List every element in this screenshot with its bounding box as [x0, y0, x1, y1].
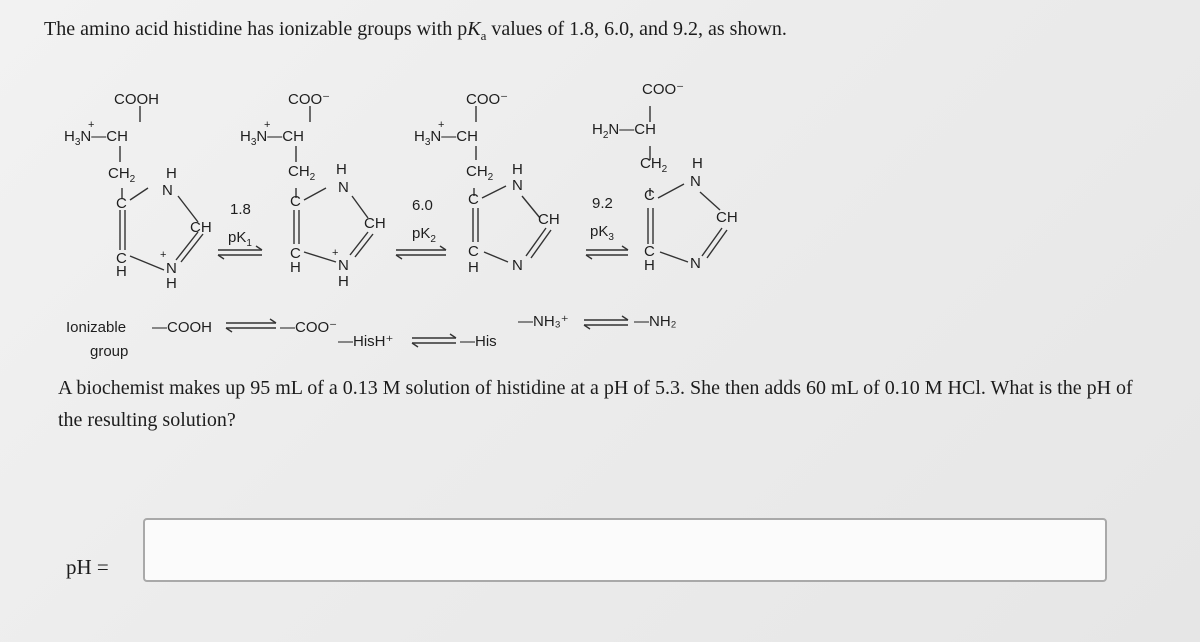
- structure-1-carboxyl: COOH: [114, 91, 159, 108]
- question-body: A biochemist makes up 95 mL of a 0.13 M solution of histidine at a pH of 5.3. She then adds 60 mL of 0.10 M HCl. What is the pH of the resulting solution?: [58, 377, 1133, 431]
- pk3-value: 9.2: [592, 195, 613, 212]
- ionizable-group-label-2: group: [90, 343, 129, 360]
- structure-3-ring-n-bottom: N: [512, 257, 523, 274]
- equilibrium-arrow-2: [396, 246, 446, 259]
- intro-a-subscript: a: [480, 28, 487, 43]
- structure-1-ring-ch: CH: [190, 219, 212, 236]
- structure-2-ring-n-top: N: [338, 179, 349, 196]
- intro-prefix: The amino acid histidine has ionizable groups with p: [44, 18, 468, 40]
- structure-3-ring-c2: C: [468, 243, 479, 260]
- structure-3-ring-c1: C: [468, 191, 479, 208]
- structure-2-ring-ch: CH: [364, 215, 386, 232]
- structure-1-ring-plus: +: [160, 249, 167, 261]
- structure-1-ring-c2: C: [116, 250, 127, 267]
- group-change-1-from: —COOH: [152, 319, 212, 336]
- structure-4-ring-h-top: H: [692, 155, 703, 172]
- structure-4-carboxyl: COO⁻: [642, 81, 685, 98]
- structure-4-ring-c1: C: [644, 187, 655, 204]
- pk1-value: 1.8: [230, 201, 251, 218]
- structure-2-carboxyl: COO⁻: [288, 91, 331, 108]
- answer-label: pH =: [66, 555, 109, 579]
- structure-4-ring-c2: C: [644, 243, 655, 260]
- structure-2-ring-c1: C: [290, 193, 301, 210]
- equilibrium-arrow-3: [586, 246, 628, 259]
- group-arrow-1: [226, 319, 276, 332]
- structure-1-ring-n-top: N: [162, 182, 173, 199]
- structure-4-ring-n-bottom: N: [690, 255, 701, 272]
- structure-4-bonds: [648, 106, 727, 262]
- structure-2-nplus: +: [264, 119, 271, 131]
- pk2-label: $pK_2$: [412, 225, 436, 245]
- structure-3-ring-h-top: H: [512, 161, 523, 178]
- structure-3-ring-h2: H: [468, 259, 479, 276]
- equilibrium-arrow-1: [218, 246, 262, 259]
- structure-2-ring-n-bottom: N: [338, 257, 349, 274]
- structure-4-ring-n-top: N: [690, 173, 701, 190]
- structure-1-ring-c1: C: [116, 195, 127, 212]
- structure-2-bonds: [294, 106, 373, 262]
- structure-1-nplus: +: [88, 119, 95, 131]
- structure-4-ring-ch: CH: [716, 209, 738, 226]
- structure-2-ring-h-bottom: H: [338, 273, 349, 290]
- group-change-3-to: —NH₂: [634, 313, 677, 330]
- group-change-3-from: —NH₃⁺: [518, 313, 569, 330]
- structure-1-amine: $H_3N—CH$: [64, 128, 128, 148]
- structure-3-nplus: +: [438, 119, 445, 131]
- structure-4-ch2: $CH_2$: [640, 155, 668, 175]
- structure-2-ch2: $CH_2$: [288, 163, 316, 183]
- ph-answer-input[interactable]: [143, 518, 1107, 582]
- structure-4-amine: $H_2N—CH$: [592, 121, 656, 141]
- structure-3-ring-n-top: N: [512, 177, 523, 194]
- structure-2-ring-c2: C: [290, 245, 301, 262]
- pk1-label: $pK_1$: [228, 229, 252, 249]
- structure-2-ring-h2: H: [290, 259, 301, 276]
- structure-2-ring-h-top: H: [336, 161, 347, 178]
- structure-3-carboxyl: COO⁻: [466, 91, 509, 108]
- intro-k-symbol: K: [467, 18, 481, 40]
- group-change-2-from: —HisH⁺: [338, 333, 394, 350]
- structure-3-ring-ch: CH: [538, 211, 560, 228]
- group-arrow-2: [412, 334, 456, 347]
- pk2-value: 6.0: [412, 197, 433, 214]
- group-change-1-to: —COO⁻: [280, 319, 338, 336]
- structure-4-ring-h2: H: [644, 257, 655, 274]
- group-change-2-to: —His: [460, 333, 497, 350]
- ionizable-group-label: Ionizable: [66, 319, 127, 336]
- structure-1-ch2: $CH_2$: [108, 165, 136, 185]
- structure-3-amine: $H_3N—CH$: [414, 128, 478, 148]
- structure-1-ring-h-bottom: H: [166, 275, 177, 292]
- structure-1-ring-h2: H: [116, 263, 127, 280]
- structure-2-ring-plus: +: [332, 247, 339, 259]
- structure-2-amine: $H_3N—CH$: [240, 128, 304, 148]
- structure-1-ring-h-top: H: [166, 165, 177, 182]
- group-arrow-3: [584, 316, 628, 329]
- structure-1-ring-n-bottom: N: [166, 260, 177, 277]
- pk3-label: $pK_3$: [590, 223, 614, 243]
- structure-3-ch2: $CH_2$: [466, 163, 494, 183]
- intro-suffix: values of 1.8, 6.0, and 9.2, as shown.: [486, 18, 787, 40]
